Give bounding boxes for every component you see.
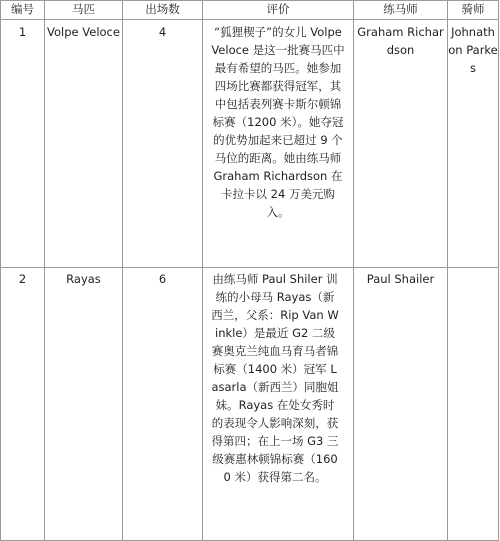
cell-id: 2	[1, 268, 45, 541]
header-jockey: 骑师	[448, 1, 499, 20]
cell-horse: Rayas	[45, 268, 123, 541]
cell-id: 1	[1, 20, 45, 268]
cell-trainer: Paul Shailer	[354, 268, 448, 541]
table-row	[1, 268, 499, 541]
cell-jockey	[448, 268, 499, 541]
table-row	[1, 20, 499, 268]
table-header-row	[1, 1, 499, 20]
header-horse: 马匹	[45, 1, 123, 20]
cell-comment: “狐狸楔子”的女儿 Volpe Veloce 是这一批赛马匹中最有希望的马匹。她参加四场比赛都获得冠军，其中包括表列赛卡斯尔顿锦标赛（1200 米）。她夺冠的优势加起来已超过 9 个马位的距离。她由练马师 Graham Richardson 在卡拉卡以 24 万美元购入。	[203, 20, 354, 268]
header-trainer: 练马师	[354, 1, 448, 20]
cell-jockey: Johnathon Parkes	[448, 20, 499, 268]
cell-horse: Volpe Veloce	[45, 20, 123, 268]
cell-starts: 6	[123, 268, 203, 541]
header-id: 编号	[1, 1, 45, 20]
header-comment: 评价	[203, 1, 354, 20]
cell-trainer: Graham Richardson	[354, 20, 448, 268]
cell-comment: 由练马师 Paul Shiler 训练的小母马 Rayas（新西兰，父系：Rip Van Winkle）是最近 G2 二级赛奥克兰纯血马育马者锦标赛（1400 米）冠军 Lasarla（新西兰）同胞姐妹。Rayas 在处女秀时的表现令人影响深刻，获得第四；在上一场 G3 三级赛惠林顿锦标赛（1600 米）获得第二名。	[203, 268, 354, 541]
cell-starts: 4	[123, 20, 203, 268]
header-starts: 出场数	[123, 1, 203, 20]
